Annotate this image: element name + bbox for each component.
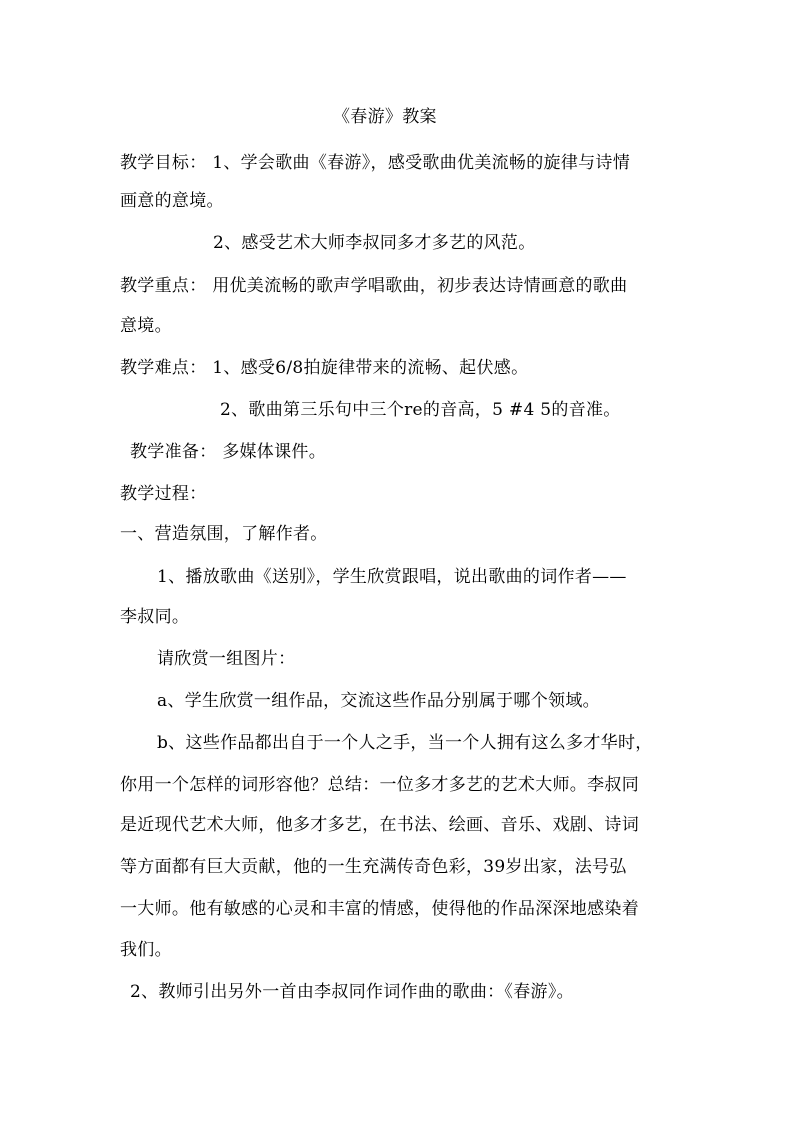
paragraph-1-line-2: 李叔同。 (120, 607, 190, 627)
paragraph-3-line-1: a、学生欣赏一组作品，交流这些作品分别属于哪个领域。 (157, 691, 600, 711)
section-heading-1: 一、营造氛围，了解作者。 (120, 524, 328, 544)
paragraph-4-line-2: 你用一个怎样的词形容他？总结：一位多才多艺的艺术大师。李叔同 (120, 775, 639, 795)
key-point-line-1: 教学重点： 用优美流畅的歌声学唱歌曲，初步表达诗情画意的歌曲 (120, 276, 628, 296)
key-point-line-2: 意境。 (120, 316, 172, 336)
paragraph-4-line-6: 我们。 (120, 940, 172, 960)
document-title: 《春游》教案 (333, 107, 437, 127)
objective-line-3: 2、感受艺术大师李叔同多才多艺的风范。 (213, 233, 536, 253)
paragraph-4-line-1: b、这些作品都出自于一个人之手，当一个人拥有这么多才华时， (157, 733, 653, 753)
difficulty-line-1: 教学难点： 1、感受6/8拍旋律带来的流畅、起伏感。 (120, 358, 529, 378)
objective-line-2: 画意的意境。 (120, 191, 224, 211)
paragraph-4-line-4: 等方面都有巨大贡献，他的一生充满传奇色彩，39岁出家，法号弘 (120, 857, 627, 877)
process-heading: 教学过程： (120, 484, 207, 504)
paragraph-1-line-1: 1、播放歌曲《送别》，学生欣赏跟唱，说出歌曲的词作者—— (157, 567, 627, 587)
paragraph-5-line-1: 2、教师引出另外一首由李叔同作词作曲的歌曲：《春游》。 (130, 982, 574, 1002)
preparation-line: 教学准备： 多媒体课件。 (130, 442, 327, 462)
paragraph-4-line-3: 是近现代艺术大师，他多才多艺，在书法、绘画、音乐、戏剧、诗词 (120, 815, 639, 835)
difficulty-line-2: 2、歌曲第三乐句中三个re的音高，5 #4 5的音准。 (220, 400, 621, 420)
objective-line-1: 教学目标： 1、学会歌曲《春游》，感受歌曲优美流畅的旋律与诗情 (120, 153, 631, 173)
paragraph-4-line-5: 一大师。他有敏感的心灵和丰富的情感，使得他的作品深深地感染着 (120, 899, 639, 919)
paragraph-2-line-1: 请欣赏一组图片： (157, 649, 296, 669)
